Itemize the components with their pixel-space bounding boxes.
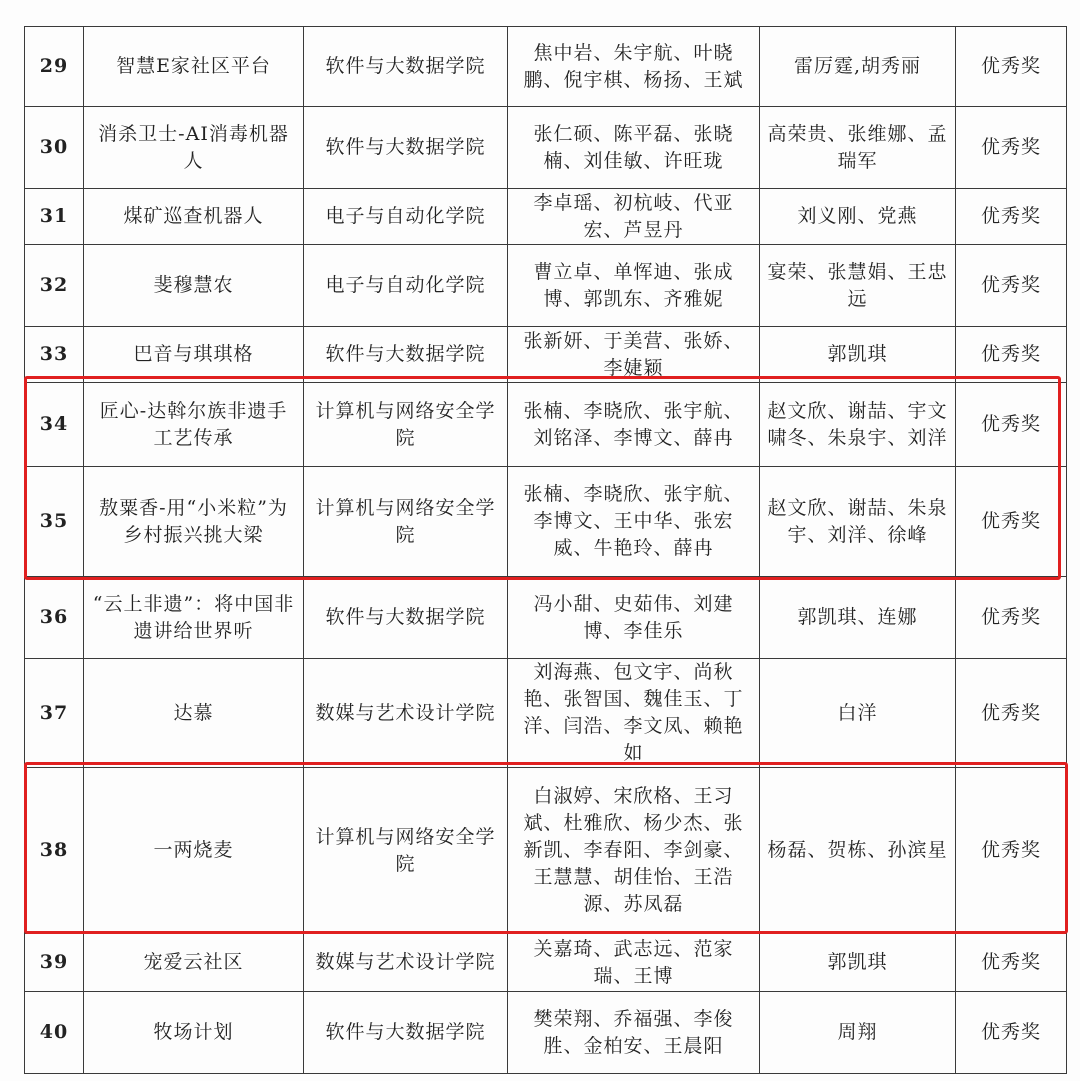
row-number: 36: [25, 577, 84, 659]
team-members: 张新妍、于美营、张娇、李婕颖: [508, 327, 760, 383]
project-name: 牧场计划: [84, 992, 304, 1074]
table-row: [25, 768, 1067, 934]
award-level: 优秀奖: [956, 189, 1067, 245]
college-name: 电子与自动化学院: [304, 189, 508, 245]
table-row: [25, 659, 1067, 768]
awards-table: [24, 26, 1067, 1074]
award-level: 优秀奖: [956, 327, 1067, 383]
award-level: 优秀奖: [956, 107, 1067, 189]
row-number: 33: [25, 327, 84, 383]
row-number: 34: [25, 383, 84, 467]
college-name: 软件与大数据学院: [304, 577, 508, 659]
award-level: 优秀奖: [956, 992, 1067, 1074]
row-number: 31: [25, 189, 84, 245]
team-members: 李卓瑶、初杭岐、代亚宏、芦昱丹: [508, 189, 760, 245]
project-name: 一两烧麦: [84, 768, 304, 934]
row-number: 40: [25, 992, 84, 1074]
table-row: [25, 383, 1067, 467]
project-name: 煤矿巡查机器人: [84, 189, 304, 245]
team-members: 冯小甜、史茹伟、刘建博、李佳乐: [508, 577, 760, 659]
advisors: 白洋: [760, 659, 956, 768]
project-name: 斐穆慧农: [84, 245, 304, 327]
award-level: 优秀奖: [956, 768, 1067, 934]
college-name: 数媒与艺术设计学院: [304, 659, 508, 768]
team-members: 樊荣翔、乔福强、李俊胜、金柏安、王晨阳: [508, 992, 760, 1074]
advisors: 郭凯琪: [760, 327, 956, 383]
advisors: 高荣贵、张维娜、孟瑞军: [760, 107, 956, 189]
college-name: 软件与大数据学院: [304, 107, 508, 189]
project-name: 宠爱云社区: [84, 934, 304, 992]
team-members: 曹立卓、单恽迪、张成博、郭凯东、齐雅妮: [508, 245, 760, 327]
table-row: [25, 327, 1067, 383]
table-row: [25, 992, 1067, 1074]
table-row: [25, 27, 1067, 107]
advisors: 赵文欣、谢喆、宇文啸冬、朱泉宇、刘洋: [760, 383, 956, 467]
row-number: 30: [25, 107, 84, 189]
team-members: 张楠、李晓欣、张宇航、李博文、王中华、张宏威、牛艳玲、薛冉: [508, 467, 760, 577]
table-row: [25, 467, 1067, 577]
project-name: 匠心-达斡尔族非遗手工艺传承: [84, 383, 304, 467]
table-row: [25, 934, 1067, 992]
team-members: 刘海燕、包文宇、尚秋艳、张智国、魏佳玉、丁洋、闫浩、李文凤、赖艳如: [508, 659, 760, 768]
advisors: 周翔: [760, 992, 956, 1074]
college-name: 软件与大数据学院: [304, 27, 508, 107]
advisors: 杨磊、贺栋、孙滨星: [760, 768, 956, 934]
row-number: 38: [25, 768, 84, 934]
row-number: 39: [25, 934, 84, 992]
team-members: 张楠、李晓欣、张宇航、刘铭泽、李博文、薛冉: [508, 383, 760, 467]
advisors: 刘义刚、党燕: [760, 189, 956, 245]
college-name: 数媒与艺术设计学院: [304, 934, 508, 992]
college-name: 电子与自动化学院: [304, 245, 508, 327]
row-number: 32: [25, 245, 84, 327]
award-level: 优秀奖: [956, 383, 1067, 467]
advisors: 雷厉霆,胡秀丽: [760, 27, 956, 107]
college-name: 计算机与网络安全学院: [304, 383, 508, 467]
project-name: 巴音与琪琪格: [84, 327, 304, 383]
award-level: 优秀奖: [956, 577, 1067, 659]
advisors: 赵文欣、谢喆、朱泉宇、刘洋、徐峰: [760, 467, 956, 577]
project-name: 消杀卫士-AI消毒机器人: [84, 107, 304, 189]
row-number: 29: [25, 27, 84, 107]
table-row: [25, 107, 1067, 189]
table-row: [25, 189, 1067, 245]
row-number: 35: [25, 467, 84, 577]
project-name: 智慧E家社区平台: [84, 27, 304, 107]
project-name: 敖粟香-用“小米粒”为乡村振兴挑大梁: [84, 467, 304, 577]
advisors: 宴荣、张慧娟、王忠远: [760, 245, 956, 327]
table-row: [25, 577, 1067, 659]
row-number: 37: [25, 659, 84, 768]
team-members: 张仁硕、陈平磊、张晓楠、刘佳敏、许旺珑: [508, 107, 760, 189]
college-name: 软件与大数据学院: [304, 327, 508, 383]
award-level: 优秀奖: [956, 245, 1067, 327]
advisors: 郭凯琪、连娜: [760, 577, 956, 659]
award-level: 优秀奖: [956, 659, 1067, 768]
project-name: “云上非遗”：将中国非遗讲给世界听: [84, 577, 304, 659]
award-level: 优秀奖: [956, 934, 1067, 992]
advisors: 郭凯琪: [760, 934, 956, 992]
award-level: 优秀奖: [956, 27, 1067, 107]
college-name: 计算机与网络安全学院: [304, 768, 508, 934]
college-name: 计算机与网络安全学院: [304, 467, 508, 577]
project-name: 达慕: [84, 659, 304, 768]
college-name: 软件与大数据学院: [304, 992, 508, 1074]
team-members: 关嘉琦、武志远、范家瑞、王博: [508, 934, 760, 992]
team-members: 白淑婷、宋欣格、王习斌、杜雅欣、杨少杰、张新凯、李春阳、李剑豪、王慧慧、胡佳怡、王浩源、苏凤磊: [508, 768, 760, 934]
table-row: [25, 245, 1067, 327]
award-level: 优秀奖: [956, 467, 1067, 577]
team-members: 焦中岩、朱宇航、叶晓鹏、倪宇棋、杨扬、王斌: [508, 27, 760, 107]
